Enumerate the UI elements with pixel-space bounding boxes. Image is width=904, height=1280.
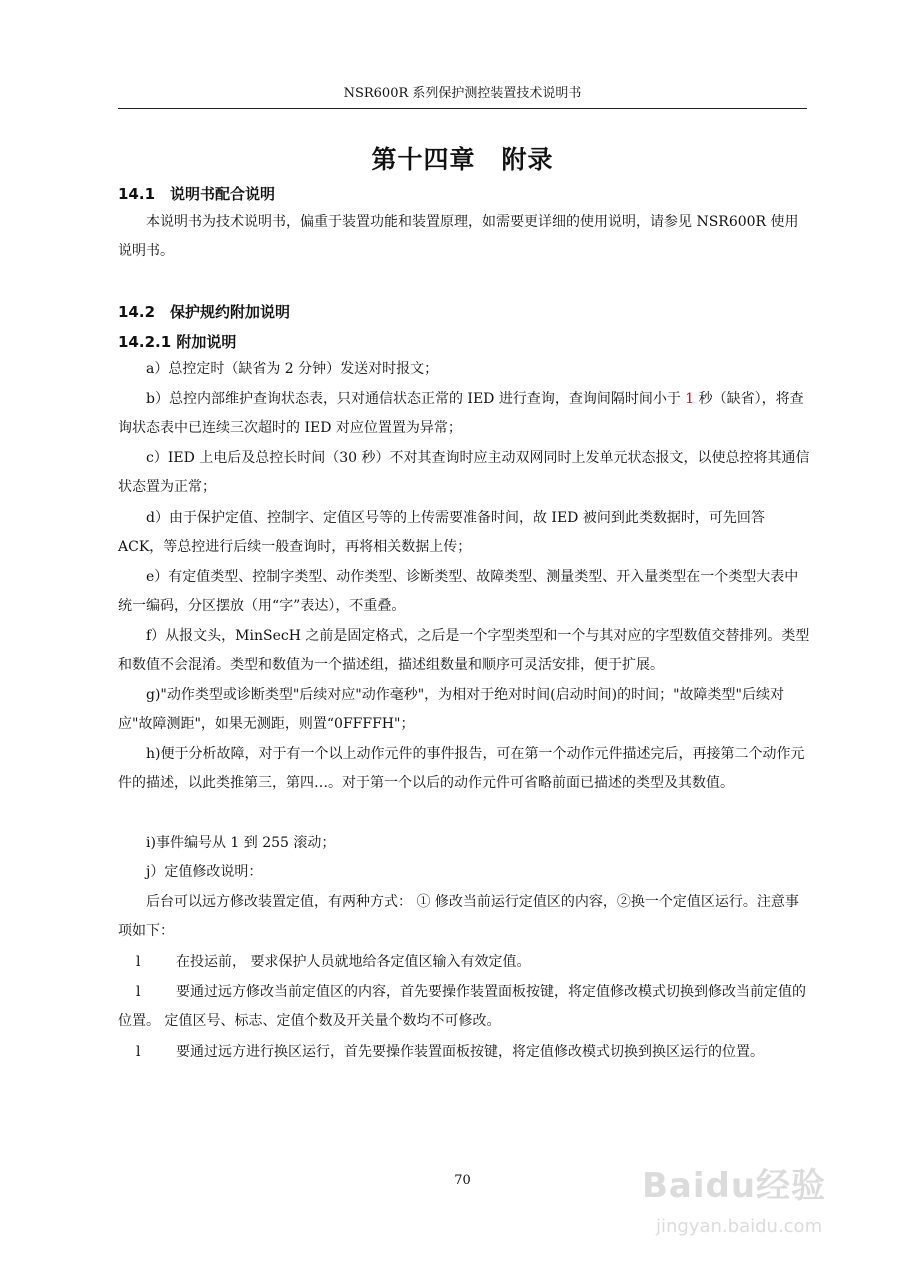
section-14-1-paragraph: 本说明书为技术说明书，偏重于装置功能和装置原理，如需要更详细的使用说明，请参见 NSR600R 使用说明书。: [118, 214, 799, 259]
bullet-marker: l: [136, 954, 141, 970]
item-b-interval-value: 1: [685, 391, 695, 407]
item-a: a）总控定时（缺省为 2 分钟）发送对时报文；: [146, 361, 439, 377]
bullet-item-2: 要通过远方修改当前定值区的内容，首先要操作装置面板按键，将定值修改模式切换到修改当前定值的位置。 定值区号、标志、定值个数及开关量个数均不可修改。: [118, 984, 806, 1029]
item-c: c）IED 上电后及总控长时间（30 秒）不对其查询时应主动双网同时上发单元状态报文，以使总控将其通信状态置为正常；: [118, 450, 810, 495]
page-header: NSR600R 系列保护测控装置技术说明书: [343, 86, 582, 101]
item-b-text-start: b）总控内部维护查询状态表，只对通信状态正常的 IED 进行查询，查询间隔时间小于: [146, 391, 686, 407]
item-b: [118, 385, 812, 443]
item-f: f）从报文头，MinSecH 之前是固定格式，之后是一个字型类型和一个与其对应的字型数值交替排列。类型和数值不会混淆。类型和数值为一个描述组，描述组数量和顺序可灵活安排，便于扩展。: [118, 628, 810, 673]
item-b-text-end: 秒（缺省），将查询状态表中已连续三次超时的 IED 对应位置置为异常；: [118, 391, 804, 436]
item-i: i)事件编号从 1 到 255 滚动；: [146, 835, 336, 851]
baidu-watermark: [642, 1150, 852, 1250]
bullet-marker: l: [136, 984, 141, 1000]
section-14-2-heading: 14.2 保护规约附加说明: [118, 303, 291, 321]
item-e: e）有定值类型、控制字类型、动作类型、诊断类型、故障类型、测量类型、开入量类型在一个类型大表中统一编码，分区摆放（用“字”表达），不重叠。: [118, 569, 799, 614]
chapter-title: 第十四章 附录: [371, 145, 554, 174]
item-h: h)便于分析故障，对于有一个以上动作元件的事件报告，可在第一个动作元件描述完后，再接第二个动作元件的描述，以此类推第三，第四…。对于第一个以后的动作元件可省略前面已描述的类型及其数值。: [118, 746, 805, 791]
page-number: 70: [454, 1173, 471, 1188]
remote-modify-paragraph: 后台可以远方修改装置定值，有两种方式： ① 修改当前运行定值区的内容，②换一个定值区运行。注意事项如下：: [118, 894, 799, 939]
header-rule: [118, 108, 807, 109]
bullet-item-3: 要通过远方进行换区运行，首先要操作装置面板按键，将定值修改模式切换到换区运行的位置。: [176, 1044, 764, 1060]
section-14-1-heading: 14.1 说明书配合说明: [118, 185, 276, 203]
watermark-url: jingyan.baidu.com: [656, 1216, 823, 1237]
item-g: g)"动作类型或诊断类型"后续对应"动作毫秒"，为相对于绝对时间(启动时间)的时间；"故障类型"后续对应"故障测距"，如果无测距，则置“0FFFFH"；: [118, 687, 784, 732]
watermark-brand: Baidu经验: [642, 1166, 827, 1206]
section-14-2-1-heading: 14.2.1 附加说明: [118, 333, 237, 351]
bullet-marker: l: [136, 1044, 141, 1060]
item-d: d）由于保护定值、控制字、定值区号等的上传需要准备时间，故 IED 被问到此类数据时，可先回答 ACK，等总控进行后续一般查询时，再将相关数据上传；: [118, 510, 765, 555]
bullet-item-1: 在投运前， 要求保护人员就地给各定值区输入有效定值。: [176, 954, 531, 970]
item-j: j）定值修改说明：: [146, 864, 263, 880]
